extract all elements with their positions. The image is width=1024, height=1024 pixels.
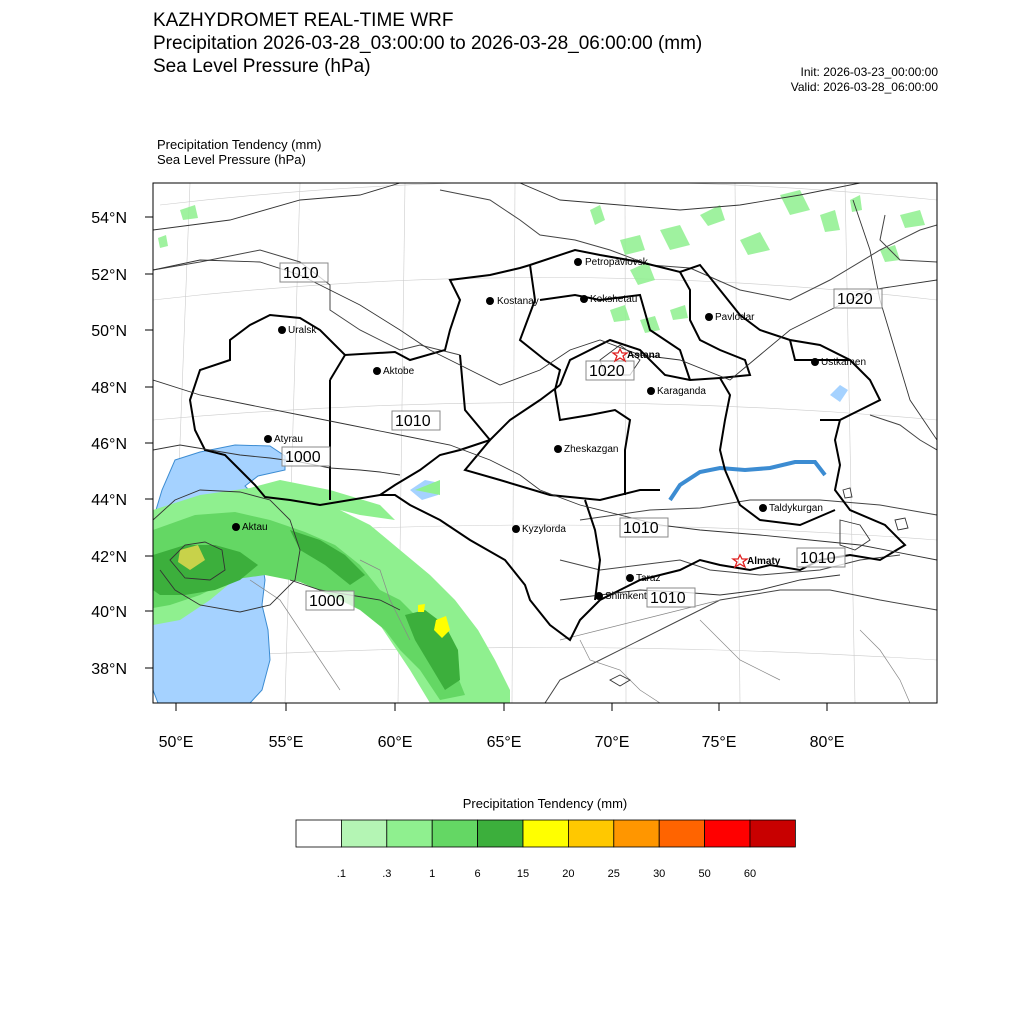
colorbar-level-label: 25	[607, 868, 620, 880]
subtitle-slp: Sea Level Pressure (hPa)	[153, 56, 371, 77]
city-kyzylorda	[512, 524, 566, 535]
colorbar-swatch	[614, 820, 659, 847]
isobar-label-box	[797, 548, 845, 567]
city-taldykurgan	[759, 503, 823, 514]
isobar-label: 1010	[623, 520, 659, 537]
city-label: Kokshetau	[590, 294, 638, 305]
city-kokshetau	[580, 294, 637, 305]
lat-label: 40°N	[91, 604, 127, 621]
isobar-label: 1020	[837, 291, 873, 308]
isobar-label: 1000	[285, 449, 321, 466]
city-shimkent	[595, 591, 647, 602]
colorbar-swatch	[705, 820, 750, 847]
colorbar-level-label: 30	[653, 868, 666, 880]
city-ustkamen	[811, 357, 866, 368]
map-subtitle-2: Sea Level Pressure (hPa)	[157, 152, 306, 167]
lake-alakol	[830, 385, 848, 402]
city-label: Uralsk	[288, 325, 317, 336]
city-almaty	[733, 555, 781, 567]
city-label: Astana	[627, 350, 661, 361]
lon-label: 75°E	[701, 734, 737, 751]
lon-label: 65°E	[486, 734, 522, 751]
lat-labels	[91, 210, 127, 678]
colorbar-swatch	[432, 820, 477, 847]
chart-title: KAZHYDROMET REAL-TIME WRF	[153, 10, 454, 31]
city-atyrau	[264, 434, 303, 445]
city-karaganda	[647, 386, 706, 397]
lon-label: 70°E	[594, 734, 630, 751]
colorbar-swatch	[296, 820, 341, 847]
init-time: Init: 2026-03-23_00:00:00	[800, 65, 938, 79]
city-label: Aktobe	[383, 366, 415, 377]
map-field	[153, 181, 937, 703]
isobar-label: 1010	[395, 413, 431, 430]
lat-label: 48°N	[91, 380, 127, 397]
isobars	[153, 183, 937, 686]
city-label: Karaganda	[657, 386, 706, 397]
city-label: Taraz	[636, 573, 661, 584]
isobar-label: 1000	[309, 593, 345, 610]
map-subtitle-1: Precipitation Tendency (mm)	[157, 137, 322, 152]
city-pavlodar	[705, 312, 755, 323]
lon-label: 55°E	[268, 734, 304, 751]
city-astana	[613, 349, 661, 361]
colorbar-swatch	[568, 820, 613, 847]
city-label: Shimkent	[605, 591, 647, 602]
capital-star-icon	[733, 555, 747, 567]
lat-label: 50°N	[91, 323, 127, 340]
isobar-label-box	[282, 447, 330, 466]
colorbar	[296, 820, 795, 847]
colorbar-swatch	[341, 820, 386, 847]
lon-labels	[159, 734, 845, 751]
colorbar-level-label: 60	[743, 868, 757, 880]
city-zheskazgan	[554, 444, 618, 455]
lon-label: 50°E	[158, 734, 194, 751]
city-label: Zheskazgan	[564, 444, 619, 455]
city-kostanay	[486, 296, 539, 307]
colorbar-level-label: 20	[562, 868, 575, 880]
isobar-label-box	[620, 518, 668, 537]
colorbar-level-label: .3	[382, 868, 392, 880]
colorbar-swatch	[523, 820, 568, 847]
isobar-label-box	[586, 361, 634, 380]
isobar-label: 1010	[800, 550, 836, 567]
city-label: Petropavlovsk	[585, 257, 648, 268]
colorbar-swatch	[750, 820, 795, 847]
lat-label: 54°N	[91, 210, 127, 227]
isobar-label-box	[306, 591, 354, 610]
city-label: Kyzylorda	[522, 524, 566, 535]
isobar-label-box	[647, 588, 695, 607]
isobar-label-box	[280, 263, 328, 282]
isobar-label: 1020	[589, 363, 625, 380]
colorbar-level-label: .1	[336, 868, 346, 880]
isobar-label-box	[392, 411, 440, 430]
lat-label: 44°N	[91, 492, 127, 509]
lon-label: 80°E	[809, 734, 845, 751]
colorbar-swatch	[659, 820, 704, 847]
valid-time: Valid: 2026-03-28_06:00:00	[790, 80, 938, 94]
lat-label: 46°N	[91, 436, 127, 453]
subtitle-precip: Precipitation 2026-03-28_03:00:00 to 2026-03-28_06:00:00 (mm)	[153, 33, 703, 54]
city-label: Atyrau	[274, 434, 303, 445]
city-label: Ustkamen	[821, 357, 867, 368]
city-uralsk	[278, 325, 317, 336]
colorbar-level-label: 50	[698, 868, 711, 880]
city-label: Almaty	[747, 556, 781, 567]
colorbar-swatch	[387, 820, 432, 847]
lon-label: 60°E	[377, 734, 413, 751]
lat-label: 52°N	[91, 267, 127, 284]
lat-label: 42°N	[91, 549, 127, 566]
city-label: Aktau	[242, 522, 268, 533]
colorbar-labels	[337, 868, 756, 880]
legend-title: Precipitation Tendency (mm)	[462, 796, 628, 811]
city-label: Pavlodar	[715, 312, 755, 323]
lat-label: 38°N	[91, 661, 127, 678]
lake-balkhash	[670, 462, 825, 500]
colorbar-level-label: 6	[474, 868, 481, 880]
kazakhstan-boundaries	[190, 250, 905, 640]
city-label: Kostanay	[497, 296, 539, 307]
capital-star-icon	[613, 349, 627, 361]
colorbar-swatch	[478, 820, 523, 847]
city-petropavlovsk	[574, 257, 649, 268]
city-aktobe	[373, 366, 415, 377]
isobar-label: 1010	[650, 590, 686, 607]
isobar-label: 1010	[283, 265, 319, 282]
colorbar-level-label: 15	[516, 868, 530, 880]
isobar-label-box	[834, 289, 882, 308]
colorbar-level-label: 1	[429, 868, 436, 880]
city-taraz	[626, 573, 660, 584]
city-label: Taldykurgan	[769, 503, 823, 514]
